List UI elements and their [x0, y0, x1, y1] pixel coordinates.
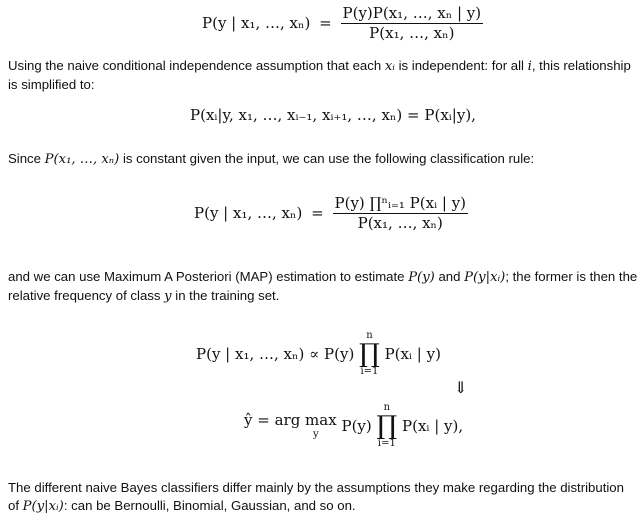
equation-conditional-independence — [190, 108, 476, 123]
equation-classification-rule — [194, 196, 468, 231]
product-upper-limit: n — [383, 402, 391, 413]
equation-lhs: P(y | x₁, …, xₙ) ∝ P(y) — [196, 344, 355, 363]
equation-argmax — [244, 402, 463, 450]
fraction-denominator: P(x₁, …, xₙ) — [357, 214, 443, 232]
argmax-subscript: y — [313, 429, 319, 440]
product-symbol: ∏ — [359, 339, 380, 369]
equation-bayes-theorem — [202, 6, 483, 41]
product-symbol: ∏ — [376, 411, 398, 441]
paragraph-classifier-variants: The different naive Bayes classifiers differ mainly by the assumptions they make regarding the distribution of P(y|xᵢ): can be Bernoulli, Binomial, Gaussian, and so on. — [8, 480, 624, 514]
paragraph-map-estimation: and we can use Maximum A Posteriori (MAP) estimation to estimate P(y) and P(y|xᵢ); the former is then the relative frequency of class y in the training set. — [8, 269, 638, 304]
prior-term: P(y) — [341, 416, 372, 435]
inline-math-px: P(x₁, …, xₙ) — [44, 152, 120, 167]
inline-math-pyxi: P(y|xᵢ) — [22, 499, 64, 514]
paragraph-constant-input: Since P(x₁, …, xₙ) is constant given the input, we can use the following classification rule: — [8, 151, 535, 167]
fraction — [333, 196, 469, 231]
fraction — [341, 6, 484, 41]
equation-rhs: P(xᵢ | y), — [402, 416, 464, 435]
equals-sign: = — [311, 204, 324, 222]
equation-proportional — [196, 330, 441, 378]
inline-math-py: P(y) — [408, 270, 435, 285]
fraction-numerator: P(y)P(x₁, …, xₙ | y) — [342, 4, 482, 22]
product-operator — [359, 330, 380, 378]
fraction-denominator: P(x₁, …, xₙ) — [369, 24, 455, 42]
inline-math-y: y — [164, 289, 172, 304]
product-lower-limit: i=1 — [360, 366, 379, 377]
implies-arrow-icon: ⇓ — [454, 378, 468, 397]
equation-lhs: P(y | x₁, …, xₙ) — [202, 14, 311, 32]
argmax-text: ŷ = arg max — [244, 411, 337, 429]
inline-math-i: i — [527, 59, 532, 74]
product-lower-limit: i=1 — [377, 438, 396, 449]
product-upper-limit: n — [366, 330, 373, 341]
fraction-numerator: P(y) ∏ⁿᵢ₌₁ P(xᵢ | y) — [334, 194, 467, 212]
equation-rhs: P(xᵢ | y) — [384, 344, 441, 363]
argmax-operator — [244, 411, 337, 441]
product-operator — [377, 402, 398, 450]
equation-text: P(xᵢ|y, x₁, …, xᵢ₋₁, xᵢ₊₁, …, xₙ) = P(xᵢ|y), — [190, 106, 476, 124]
inline-math-xi: xᵢ — [384, 59, 395, 74]
inline-math-pyxi: P(y|xᵢ) — [464, 270, 506, 285]
equation-lhs: P(y | x₁, …, xₙ) — [194, 204, 303, 222]
paragraph-independence-assumption: Using the naive conditional independence assumption that each xᵢ is independent: for all i, this relationship is simplified to: — [8, 58, 631, 92]
equals-sign: = — [319, 14, 332, 32]
